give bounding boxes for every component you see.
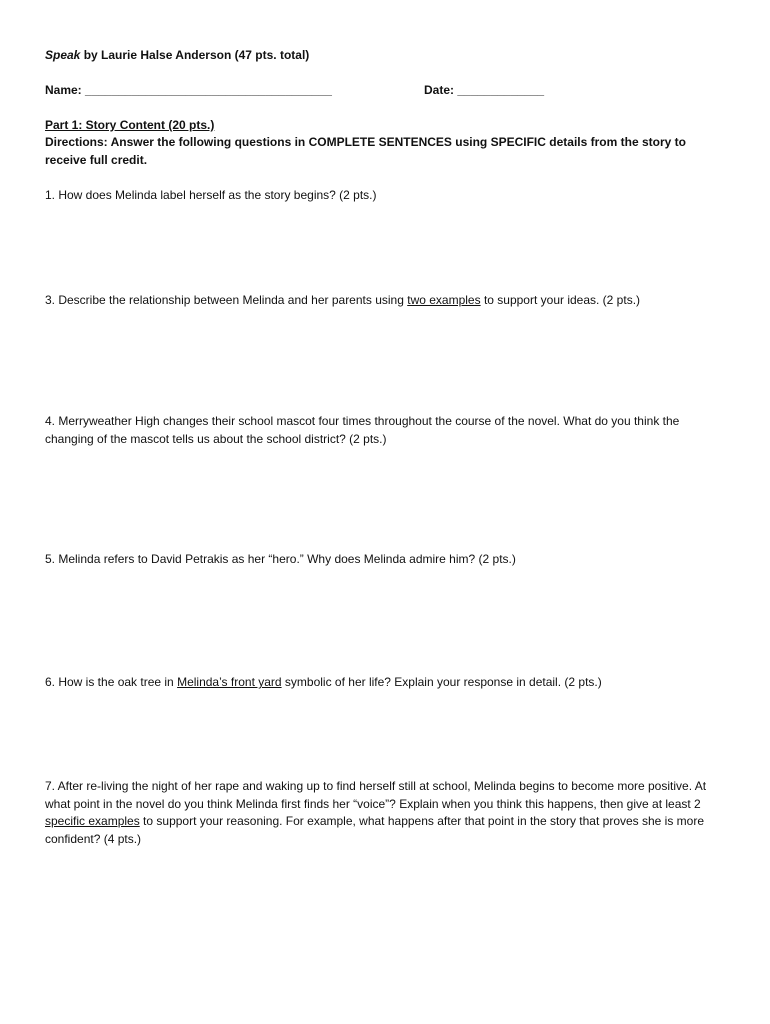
question-7 (45, 778, 725, 848)
question-7-emphasis: specific examples (45, 814, 140, 828)
part1-heading: Part 1: Story Content (20 pts.) (45, 118, 215, 132)
book-title: Speak (45, 48, 81, 62)
question-5 (45, 551, 725, 569)
question-6-emphasis: Melinda’s front yard (177, 675, 282, 689)
question-4 (45, 413, 725, 448)
question-3-emphasis: two examples (407, 293, 481, 307)
question-7-text-b: to support your reasoning. For example, what happens after that point in the story that proves she is more confident? (4 pts.) (45, 814, 705, 846)
question-5-text: 5. Melinda refers to David Petrakis as her “hero.” Why does Melinda admire him? (2 pts.) (45, 552, 516, 566)
question-1-text: 1. How does Melinda label herself as the story begins? (2 pts.) (45, 188, 377, 202)
part1-directions: Directions: Answer the following questions in COMPLETE SENTENCES using SPECIFIC details from the story to receive full credit. (45, 135, 686, 167)
question-6 (45, 674, 725, 692)
title-rest: by Laurie Halse Anderson (47 pts. total) (80, 48, 310, 62)
question-3 (45, 292, 725, 310)
question-6-text-b: symbolic of her life? Explain your response in detail. (2 pts.) (281, 675, 602, 689)
question-4-text: 4. Merryweather High changes their school mascot four times throughout the course of the novel. What do you think the changing of the mascot tells us about the school district? (2 pts.) (45, 414, 680, 446)
worksheet-title (45, 47, 309, 65)
question-7-text-a: 7. After re-living the night of her rape and waking up to find herself still at school, Melinda begins to become more positive. At what point in the novel do you think Melinda first finds her “voice”? Explain when you think this happens, then give at least 2 (45, 779, 707, 811)
question-3-text-a: 3. Describe the relationship between Melinda and her parents using (45, 293, 408, 307)
question-6-text-a: 6. How is the oak tree in (45, 675, 178, 689)
question-1 (45, 187, 725, 205)
question-3-text-b: to support your ideas. (2 pts.) (480, 293, 641, 307)
name-field-label: Name: _____________________________________ (45, 83, 332, 97)
date-field-label: Date: _____________ (424, 83, 545, 97)
